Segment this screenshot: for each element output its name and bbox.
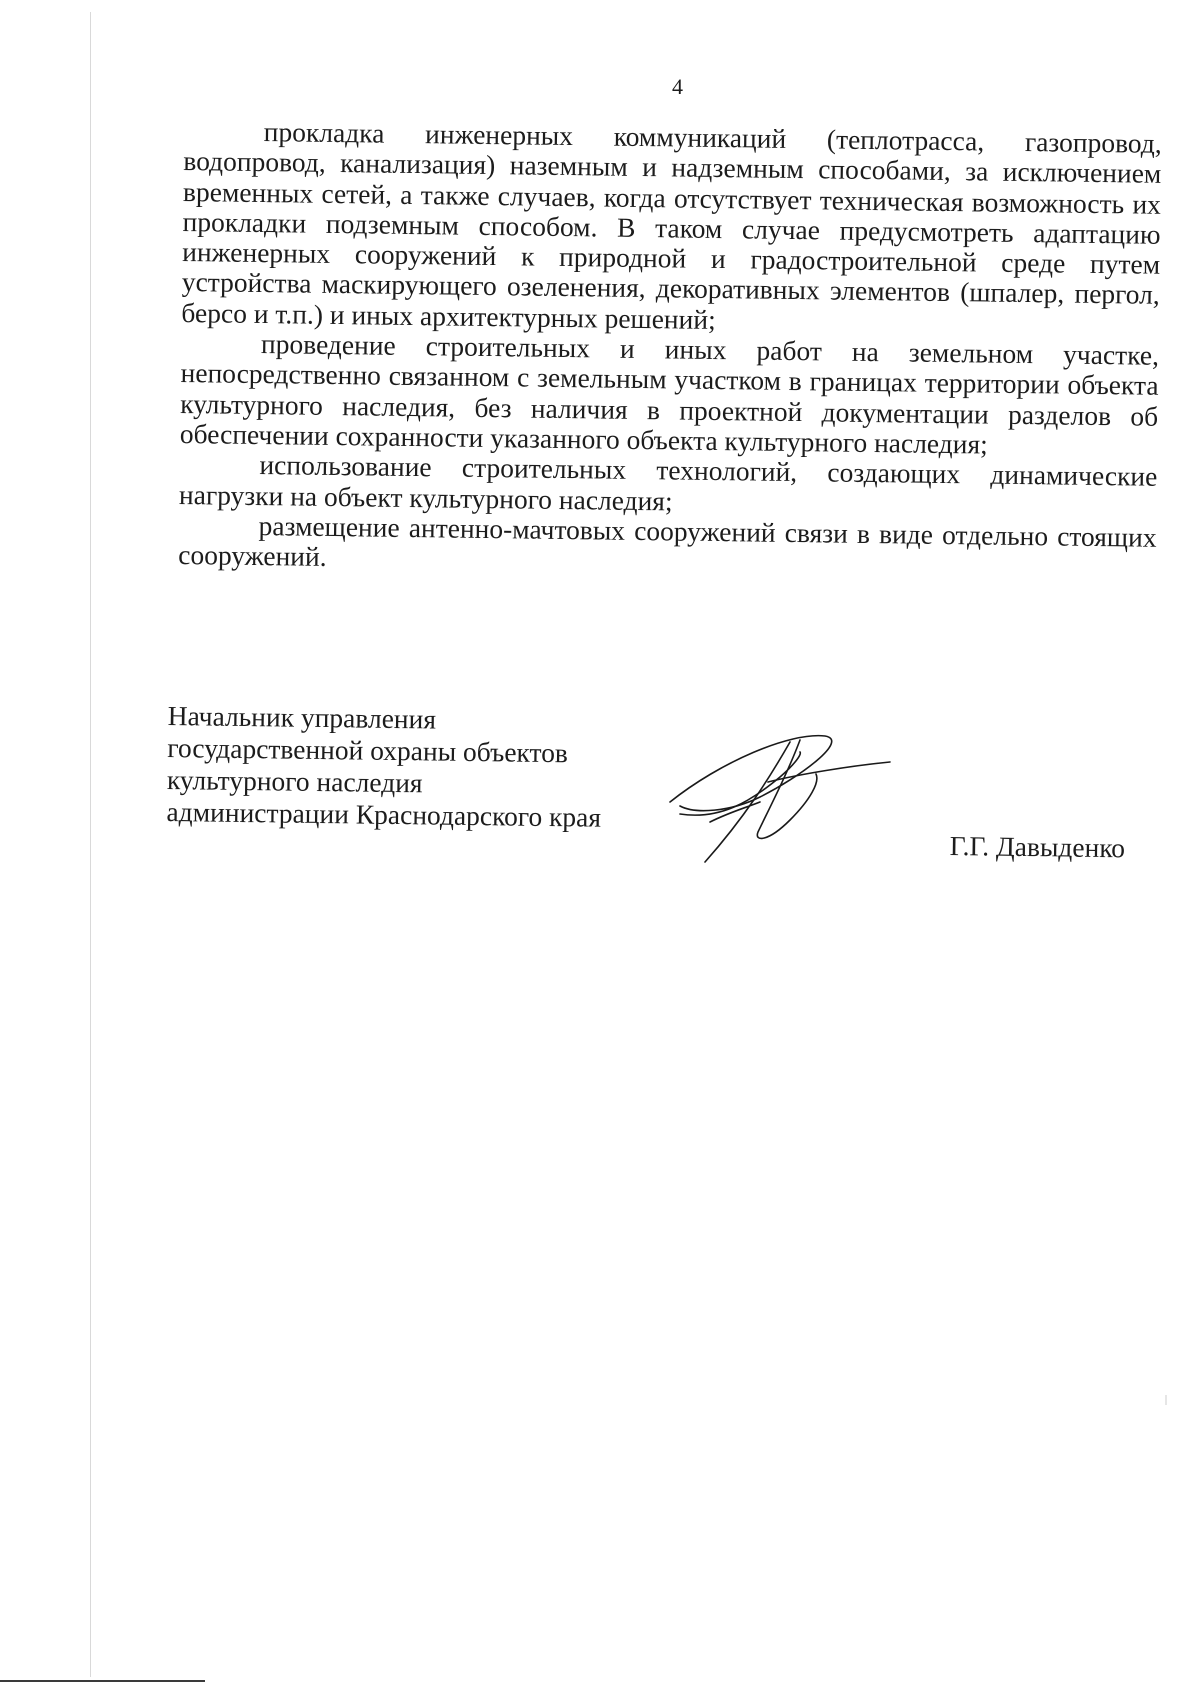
- page-number: 4: [672, 74, 683, 99]
- scan-left-edge: [90, 12, 91, 1677]
- scan-bottom-line: [0, 1680, 205, 1682]
- position-line: администрации Краснодарского края: [166, 795, 602, 833]
- handwritten-signature-icon: [650, 722, 910, 872]
- document-body: [178, 116, 1162, 583]
- position-line: государственной охраны объектов: [167, 731, 569, 769]
- signature-position: [166, 700, 602, 834]
- signer-name: Г.Г. Давыденко: [949, 830, 1126, 864]
- paragraph-engineering-communications: прокладка инженерных коммуникаций (теплотрасса, газопровод, водопровод, канализация) наземным и надземным способами, за исключением временных сетей, а также случаев, когда отсутствует техническая возможность их прокладки подземным способом. В таком случае предусмотреть адаптацию инженерных сооружений к природной и градостроительной среде путем устройства маскирующего озеленения, декоративных элементов (шпалер, пергол, берсо и т.п.) и иных архитектурных решений;: [181, 116, 1162, 335]
- position-line: Начальник управления: [167, 700, 437, 735]
- paragraph-construction-works: проведение строительных и иных работ на земельном участке, непосредственно связанном с земельным участком в границах территории объекта культурного наследия, без наличия в проектной документации разделов об обеспечении сохранности указанного объекта культурного наследия;: [179, 328, 1160, 460]
- paragraph-building-technologies: использование строительных технологий, создающих динамические нагрузки на объект культурного наследия;: [178, 449, 1158, 516]
- paragraph-antenna-structures: размещение антенно-мачтовых сооружений связи в виде отдельно стоящих сооружений.: [178, 509, 1157, 573]
- scan-artifact: [1165, 1395, 1167, 1405]
- position-line: культурного наследия: [166, 763, 423, 799]
